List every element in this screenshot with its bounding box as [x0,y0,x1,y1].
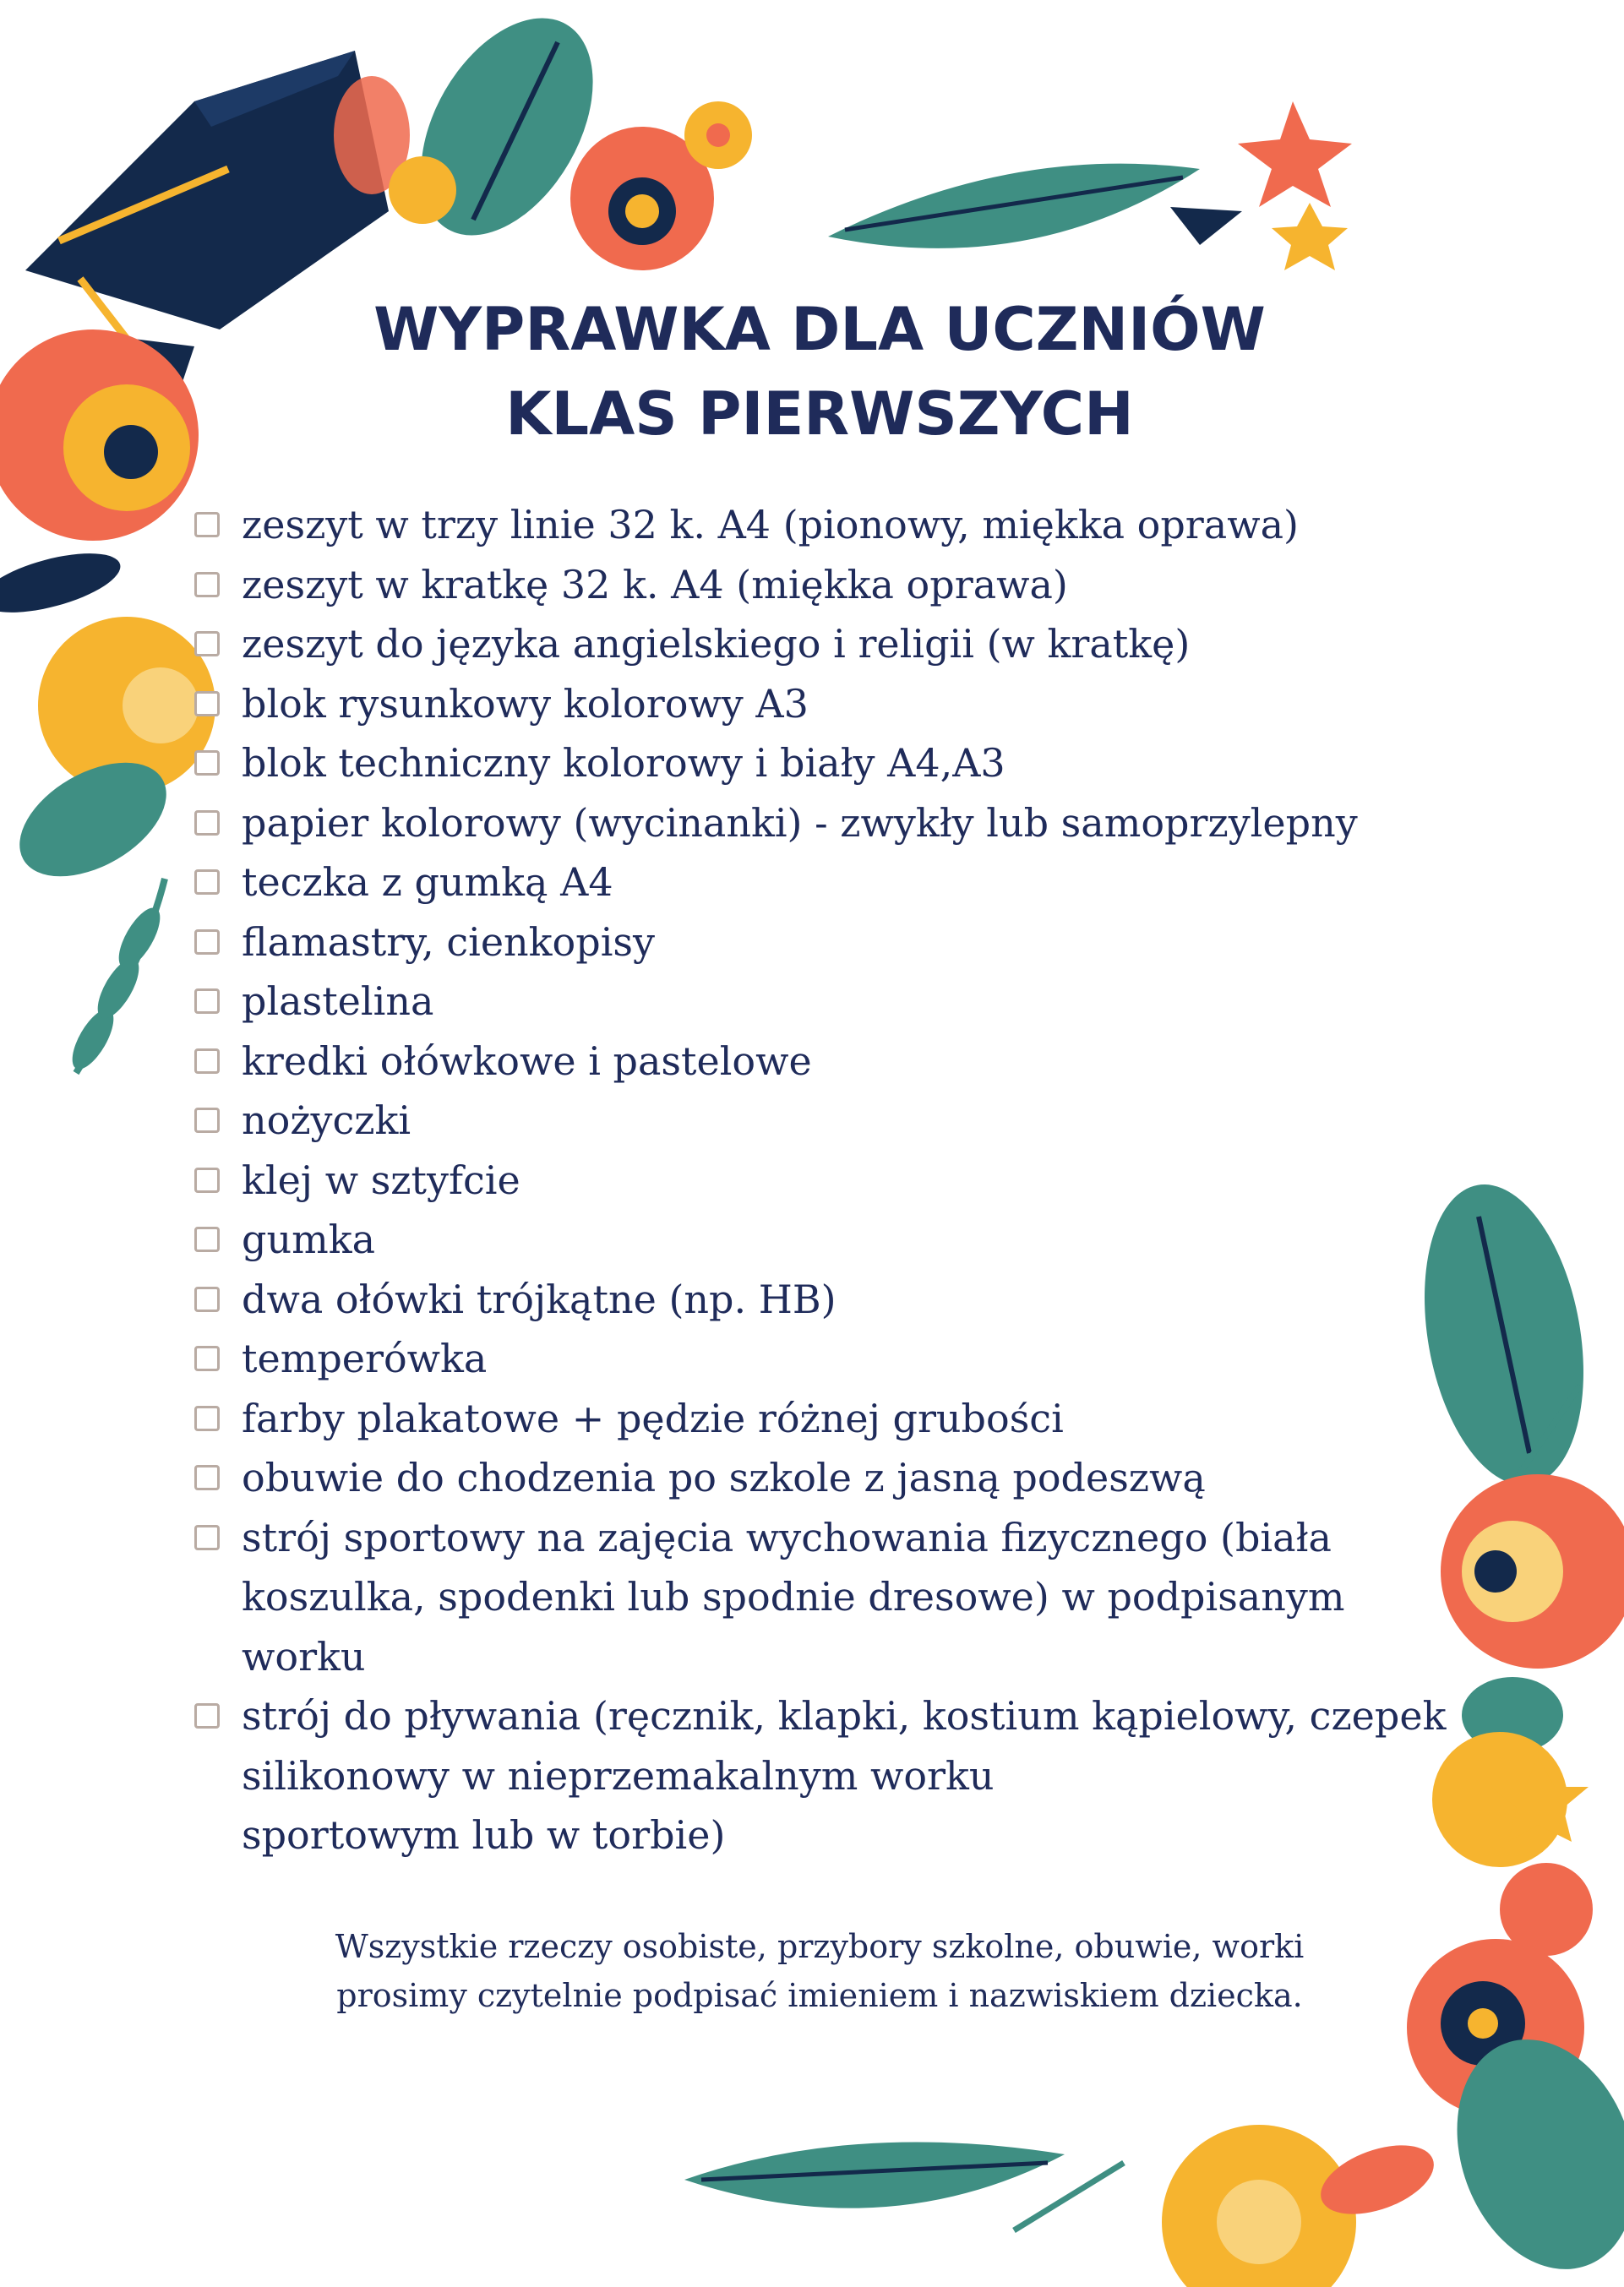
checkbox[interactable] [194,1168,220,1193]
checklist-item-label: zeszyt w kratkę 32 k. A4 (miękka oprawa) [242,561,1068,607]
checklist-item[interactable] [194,555,1462,615]
checkbox[interactable] [194,750,220,776]
footer-note [279,1922,1360,2020]
checklist-item[interactable] [194,1270,1462,1330]
checklist-item-label: temperówka [242,1336,488,1381]
checklist-item[interactable] [194,1151,1462,1211]
checklist-item-label: teczka z gumką A4 [242,859,613,905]
checkbox[interactable] [194,1406,220,1431]
checklist-item-label: strój do pływania (ręcznik, klapki, kostium kąpielowy, czepek silikonowy w nieprzemakalnym worku sportowym lub w torbie) [242,1693,1447,1858]
title-line-2: KLAS PIERWSZYCH [505,379,1134,449]
checklist-item-label: zeszyt do języka angielskiego i religii (w kratkę) [242,621,1191,667]
footer-note-line-2: prosimy czytelnie podpisać imieniem i nazwiskiem dziecka. [336,1977,1303,2014]
checkbox[interactable] [194,1703,220,1729]
checklist-item[interactable] [194,912,1462,972]
checklist-item-label: zeszyt w trzy linie 32 k. A4 (pionowy, miękka oprawa) [242,502,1299,547]
checklist-item[interactable] [194,1091,1462,1151]
checkbox[interactable] [194,988,220,1014]
checkbox[interactable] [194,691,220,716]
checklist-item[interactable] [194,674,1462,734]
checkbox[interactable] [194,631,220,656]
checkbox[interactable] [194,810,220,836]
checklist-item[interactable] [194,1508,1462,1687]
checklist-item-label: kredki ołówkowe i pastelowe [242,1037,812,1084]
checklist-item[interactable] [194,852,1462,912]
title-line-1: WYPRAWKA DLA UCZNIÓW [373,295,1266,364]
checkbox[interactable] [194,1525,220,1550]
checklist-item-label: obuwie do chodzenia po szkole z jasną podeszwą [242,1455,1206,1500]
checklist-item-label: plastelina [242,978,434,1024]
checklist-item-label: strój sportowy na zajęcia wychowania fizycznego (biała koszulka, spodenki lub spodnie dresowe) w podpisanym worku [242,1514,1345,1680]
checkbox[interactable] [194,1048,220,1074]
checklist-item-label: gumka [242,1217,375,1262]
checkbox[interactable] [194,869,220,895]
checkbox[interactable] [194,1287,220,1312]
checklist-item[interactable] [194,972,1462,1032]
checklist-item-label: blok techniczny kolorowy i biały A4,A3 [242,740,1005,786]
checklist-item-label: papier kolorowy (wycinanki) - zwykły lub samoprzylepny [242,799,1358,846]
checklist-item[interactable] [194,495,1462,555]
checkbox[interactable] [194,1108,220,1133]
checklist-item[interactable] [194,1686,1462,1865]
supply-checklist [194,495,1462,1865]
checkbox[interactable] [194,1227,220,1252]
checklist-item-label: farby plakatowe + pędzie różnej grubości [242,1395,1064,1441]
checklist-item[interactable] [194,1448,1462,1508]
page-title [287,287,1352,456]
checklist-item-label: flamastry, cienkopisy [242,918,655,965]
left-floral-cluster [0,329,215,1075]
checklist-item[interactable] [194,1329,1462,1389]
checkbox[interactable] [194,512,220,537]
checkbox[interactable] [194,1465,220,1490]
checklist-item-label: klej w sztyfcie [242,1157,520,1203]
checklist-item[interactable] [194,1032,1462,1092]
checklist-item[interactable] [194,614,1462,674]
top-floral-cluster [334,0,1352,270]
checklist-item[interactable] [194,793,1462,853]
checklist-item-label: dwa ołówki trójkątne (np. HB) [242,1276,837,1322]
checklist-item-label: nożyczki [242,1097,411,1143]
checkbox[interactable] [194,572,220,597]
checklist-item-label: blok rysunkowy kolorowy A3 [242,680,809,727]
checkbox[interactable] [194,929,220,955]
bottom-floral-cluster [684,2125,1443,2287]
checklist-item[interactable] [194,1210,1462,1270]
checklist-item[interactable] [194,1389,1462,1449]
footer-note-line-1: Wszystkie rzeczy osobiste, przybory szkolne, obuwie, worki [335,1928,1305,1965]
checkbox[interactable] [194,1346,220,1371]
checklist-item[interactable] [194,733,1462,793]
